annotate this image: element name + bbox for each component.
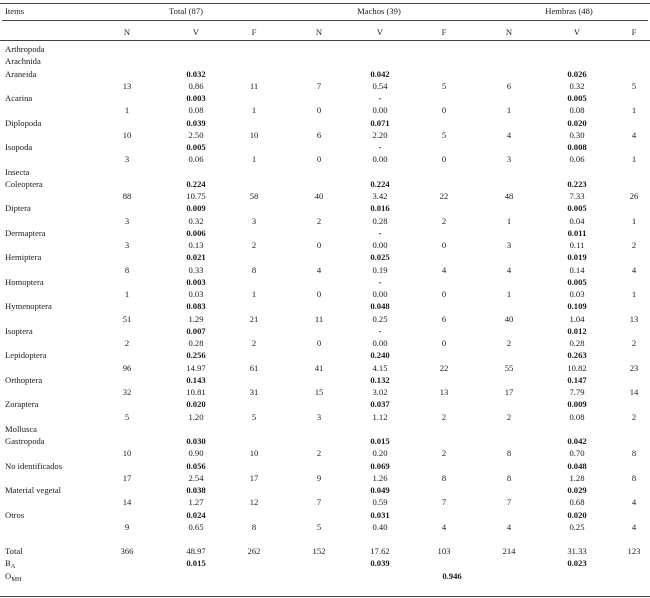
cell-V: 0.04 [569, 215, 585, 226]
cell-V: 0.08 [569, 411, 585, 422]
cell-F: 6 [441, 313, 447, 324]
cell-N: 1 [124, 105, 130, 116]
table-top-rule [0, 3, 650, 4]
group-label: Arachnida [5, 56, 41, 67]
b-value: 0.223 [567, 178, 587, 189]
cell-F: 4 [631, 264, 637, 275]
b-value: - [378, 142, 382, 152]
total-V: 17.62 [370, 546, 390, 556]
b-value: 0.025 [370, 252, 390, 263]
b-value: 0.048 [370, 301, 390, 312]
b-value: 0.016 [370, 203, 390, 214]
cell-F: 13 [629, 313, 639, 324]
table-bottom-rule [0, 596, 650, 597]
cell-V: 0.68 [569, 497, 585, 508]
b-value: 0.109 [567, 301, 587, 312]
cell-F: 2 [631, 240, 637, 250]
cell-N: 15 [314, 387, 324, 397]
subheader-F-2: F [631, 27, 637, 37]
cell-N: 3 [506, 154, 512, 165]
cell-N: 4 [506, 129, 512, 140]
cell-V: 10.75 [186, 191, 206, 201]
b-value: 0.037 [370, 399, 390, 410]
cell-F: 1 [251, 105, 257, 116]
cell-N: 4 [506, 521, 512, 532]
cell-F: 0 [441, 240, 447, 250]
total-F: 123 [627, 546, 641, 556]
cell-N: 3 [124, 154, 130, 165]
item-label: Lepidoptera [5, 350, 47, 361]
cell-V: 2.50 [188, 129, 204, 140]
b-value: - [378, 93, 382, 103]
cell-F: 61 [249, 362, 259, 373]
cell-V: 0.14 [569, 264, 585, 275]
cell-F: 3 [251, 215, 257, 226]
b-value: 0.256 [186, 350, 206, 361]
cell-V: 0.32 [188, 215, 204, 226]
cell-V: 3.42 [372, 191, 388, 201]
b-value: 0.006 [186, 227, 206, 238]
b-value: 0.042 [370, 68, 390, 79]
b-value: 0.143 [186, 374, 206, 385]
omh-label-sub: MH [11, 575, 22, 583]
cell-F: 1 [251, 154, 257, 165]
cell-N: 0 [316, 154, 322, 165]
subheader-V-2: V [573, 27, 581, 37]
cell-V: 0.59 [372, 497, 388, 508]
cell-N: 0 [316, 289, 322, 299]
b-value: 0.071 [370, 117, 390, 128]
group-header-1: Machos (39) [357, 6, 401, 16]
cell-F: 13 [439, 387, 449, 397]
cell-V: 0.06 [188, 154, 204, 165]
group-label: Insecta [5, 166, 30, 177]
cell-N: 6 [506, 80, 512, 91]
cell-N: 40 [314, 191, 324, 201]
cell-V: 0.03 [569, 289, 585, 299]
cell-V: 0.54 [372, 80, 388, 91]
cell-F: 22 [439, 362, 449, 373]
cell-V: 0.28 [372, 215, 388, 226]
cell-V: 0.00 [372, 105, 388, 116]
subheader-N-0: N [123, 27, 131, 37]
b-value: 0.019 [567, 252, 587, 263]
item-label: Hemiptera [5, 252, 42, 263]
b-value: 0.147 [567, 374, 587, 385]
cell-F: 4 [441, 264, 447, 275]
cell-V: 10.82 [567, 362, 587, 373]
cell-V: 0.86 [188, 80, 204, 91]
subheader-N-2: N [505, 27, 513, 37]
cell-V: 1.28 [569, 472, 585, 483]
subheader-V-0: V [192, 27, 200, 37]
item-label: Gastropoda [5, 436, 45, 446]
item-label: Acarina [5, 93, 33, 103]
cell-F: 2 [251, 240, 257, 250]
b-value: 0.039 [186, 117, 206, 128]
cell-N: 96 [122, 362, 132, 373]
item-label: Material vegetal [5, 485, 62, 495]
cell-N: 9 [124, 521, 130, 532]
item-label: Hymenoptera [5, 301, 52, 312]
item-label: Homoptera [5, 276, 44, 287]
cell-N: 0 [316, 338, 322, 348]
item-label: Diplopoda [5, 117, 42, 128]
cell-V: 1.26 [372, 472, 388, 483]
b-value: - [378, 276, 382, 287]
cell-N: 11 [314, 313, 324, 324]
ba-label-main: B [5, 558, 11, 569]
cell-V: 1.20 [188, 411, 204, 422]
cell-N: 2 [316, 215, 322, 226]
b-value: 0.042 [567, 436, 587, 446]
cell-V: 0.06 [569, 154, 585, 165]
cell-F: 0 [441, 289, 447, 299]
cell-F: 2 [441, 411, 447, 422]
cell-F: 2 [631, 411, 637, 422]
item-label: Isopoda [5, 142, 33, 152]
cell-N: 13 [122, 80, 132, 91]
cell-F: 21 [249, 313, 259, 324]
table-header-rule-total [2, 20, 648, 21]
cell-V: 1.12 [372, 411, 388, 422]
item-label: No identificados [5, 460, 63, 471]
cell-F: 5 [441, 129, 447, 140]
b-value: 0.030 [186, 436, 206, 446]
cell-N: 2 [316, 448, 322, 459]
ba-value: 0.039 [370, 558, 390, 569]
ba-label [5, 558, 16, 571]
cell-V: 4.15 [372, 362, 388, 373]
b-value: 0.005 [186, 142, 206, 152]
item-label: Otros [5, 509, 25, 520]
cell-F: 0 [441, 154, 447, 165]
cell-V: 0.03 [188, 289, 204, 299]
cell-F: 8 [631, 448, 637, 459]
b-value: 0.069 [370, 460, 390, 471]
b-value: 0.056 [186, 460, 206, 471]
group-header-0: Total (87) [168, 6, 204, 16]
cell-V: 0.00 [372, 338, 388, 348]
cell-V: 0.19 [372, 264, 388, 275]
b-value: 0.020 [567, 117, 587, 128]
cell-N: 7 [506, 497, 512, 508]
b-value: 0.049 [370, 485, 390, 495]
cell-F: 1 [631, 215, 637, 226]
b-value: 0.024 [186, 509, 206, 520]
b-value: 0.083 [186, 301, 206, 312]
cell-V: 0.28 [569, 338, 585, 348]
cell-N: 9 [316, 472, 322, 483]
total-V: 48.97 [186, 546, 206, 556]
b-value: 0.038 [186, 485, 206, 495]
item-label: Araneida [5, 68, 37, 79]
cell-F: 7 [441, 497, 447, 508]
cell-N: 41 [314, 362, 324, 373]
cell-V: 0.33 [188, 264, 204, 275]
cell-F: 8 [251, 521, 257, 532]
b-value: 0.015 [370, 436, 390, 446]
total-F: 262 [247, 546, 261, 556]
b-value: 0.005 [567, 203, 587, 214]
cell-N: 1 [506, 289, 512, 299]
cell-N: 7 [316, 497, 322, 508]
b-value: 0.048 [567, 460, 587, 471]
b-value: 0.021 [186, 252, 206, 263]
b-value: 0.032 [186, 68, 206, 79]
b-value: 0.012 [567, 325, 587, 336]
omh-label [5, 571, 22, 581]
cell-N: 0 [316, 105, 322, 116]
cell-N: 55 [504, 362, 514, 373]
cell-N: 17 [122, 472, 132, 483]
subheader-F-0: F [251, 27, 257, 37]
cell-F: 2 [251, 338, 257, 348]
b-value: - [378, 227, 382, 238]
total-N: 214 [502, 546, 516, 556]
cell-N: 40 [504, 313, 514, 324]
cell-F: 22 [439, 191, 449, 201]
cell-N: 5 [124, 411, 130, 422]
b-value: 0.005 [567, 93, 587, 103]
cell-V: 0.13 [188, 240, 204, 250]
cell-V: 0.20 [372, 448, 388, 459]
b-value: - [378, 325, 382, 336]
cell-V: 1.27 [188, 497, 204, 508]
cell-V: 0.32 [569, 80, 585, 91]
cell-N: 88 [122, 191, 132, 201]
cell-N: 10 [122, 448, 132, 459]
cell-F: 1 [251, 289, 257, 299]
item-label: Zoraptera [5, 399, 39, 410]
cell-F: 31 [249, 387, 259, 397]
cell-F: 8 [251, 264, 257, 275]
cell-N: 4 [506, 264, 512, 275]
subheader-N-1: N [315, 27, 323, 37]
cell-N: 5 [316, 521, 322, 532]
total-V: 31.33 [567, 546, 587, 556]
cell-F: 4 [441, 521, 447, 532]
cell-V: 2.54 [188, 472, 204, 483]
b-value: 0.029 [567, 485, 587, 495]
cell-F: 10 [249, 448, 259, 459]
subheader-V-1: V [376, 27, 384, 37]
cell-V: 0.00 [372, 289, 388, 299]
cell-N: 14 [122, 497, 132, 508]
subheader-F-1: F [441, 27, 447, 37]
cell-V: 0.08 [569, 105, 585, 116]
b-value: 0.011 [567, 227, 587, 238]
cell-N: 6 [316, 129, 322, 140]
group-header-2: Hembras (48) [545, 6, 593, 16]
cell-N: 3 [124, 240, 130, 250]
cell-N: 3 [124, 215, 130, 226]
cell-V: 0.30 [569, 129, 585, 140]
cell-F: 0 [441, 338, 447, 348]
cell-V: 0.28 [188, 338, 204, 348]
cell-V: 7.33 [569, 191, 585, 201]
cell-V: 2.20 [372, 129, 388, 140]
cell-N: 0 [316, 240, 322, 250]
b-value: 0.008 [567, 142, 587, 152]
cell-V: 14.97 [186, 362, 206, 373]
cell-N: 1 [506, 215, 512, 226]
cell-V: 0.11 [569, 240, 585, 250]
b-value: 0.007 [186, 325, 206, 336]
cell-F: 2 [441, 448, 447, 459]
total-label: Total [5, 546, 23, 556]
b-value: 0.003 [186, 93, 206, 103]
cell-F: 12 [249, 497, 259, 508]
group-label: Arthropoda [5, 44, 45, 54]
cell-N: 2 [506, 338, 512, 348]
item-label: Dermaptera [5, 227, 46, 238]
omh-value: 0.946 [442, 570, 462, 581]
cell-N: 3 [506, 240, 512, 250]
cell-F: 1 [631, 289, 637, 299]
cell-F: 1 [631, 154, 637, 165]
cell-N: 2 [506, 411, 512, 422]
cell-F: 1 [631, 105, 637, 116]
cell-V: 0.90 [188, 448, 204, 459]
cell-V: 0.00 [372, 154, 388, 165]
item-label: Isoptera [5, 325, 33, 336]
cell-F: 4 [631, 521, 637, 532]
b-value: 0.026 [567, 68, 587, 79]
cell-N: 10 [122, 129, 132, 140]
cell-F: 4 [631, 497, 637, 508]
omh-label-main: O [5, 570, 12, 581]
cell-N: 8 [506, 472, 512, 483]
items-header: Items [5, 6, 25, 16]
cell-N: 1 [506, 105, 512, 116]
total-N: 366 [120, 546, 134, 556]
b-value: 0.009 [186, 203, 206, 214]
cell-F: 0 [441, 105, 447, 116]
cell-V: 0.40 [372, 521, 388, 532]
b-value: 0.132 [370, 374, 390, 385]
cell-F: 23 [629, 362, 639, 373]
b-value: 0.005 [567, 276, 587, 287]
cell-N: 7 [316, 80, 322, 91]
cell-N: 2 [124, 338, 130, 348]
cell-N: 17 [504, 387, 514, 397]
b-value: 0.020 [186, 399, 206, 410]
cell-V: 0.25 [372, 313, 388, 324]
b-value: 0.224 [186, 178, 206, 189]
cell-F: 17 [249, 472, 259, 483]
b-value: 0.009 [567, 399, 587, 410]
cell-V: 7.79 [569, 387, 585, 397]
cell-N: 51 [122, 313, 132, 324]
cell-V: 1.29 [188, 313, 204, 324]
cell-N: 32 [122, 387, 132, 397]
cell-F: 8 [631, 472, 637, 483]
cell-V: 0.65 [188, 521, 204, 532]
cell-F: 11 [249, 80, 259, 91]
item-label: Diptera [5, 203, 31, 214]
total-N: 152 [312, 546, 326, 556]
b-value: 0.031 [370, 509, 390, 520]
cell-F: 8 [441, 472, 447, 483]
cell-N: 1 [124, 289, 130, 299]
cell-N: 3 [316, 411, 322, 422]
b-value: 0.240 [370, 350, 390, 361]
cell-V: 3.02 [372, 387, 388, 397]
cell-F: 58 [249, 191, 259, 201]
cell-V: 0.70 [569, 448, 585, 459]
cell-N: 48 [504, 191, 514, 201]
cell-N: 8 [506, 448, 512, 459]
cell-V: 0.08 [188, 105, 204, 116]
cell-F: 10 [249, 129, 259, 140]
table-header-bottom-rule [0, 40, 650, 41]
b-value: 0.224 [370, 178, 390, 189]
cell-F: 5 [251, 411, 257, 422]
cell-F: 5 [631, 80, 637, 91]
ba-value: 0.015 [186, 558, 206, 569]
cell-V: 0.00 [372, 240, 388, 250]
item-label: Orthoptera [5, 374, 43, 385]
ba-label-sub: A [10, 563, 16, 571]
cell-N: 4 [316, 264, 322, 275]
cell-N: 8 [124, 264, 130, 275]
ba-value: 0.023 [567, 558, 587, 569]
total-F: 103 [437, 546, 451, 556]
b-value: 0.020 [567, 509, 587, 520]
cell-F: 2 [631, 338, 637, 348]
cell-V: 1.04 [569, 313, 585, 324]
cell-F: 5 [441, 80, 447, 91]
group-label: Mollusca [5, 423, 37, 434]
cell-F: 2 [441, 215, 447, 226]
cell-F: 14 [629, 387, 639, 397]
cell-V: 10.81 [186, 387, 206, 397]
b-value: 0.003 [186, 276, 206, 287]
cell-V: 0.25 [569, 521, 585, 532]
b-value: 0.263 [567, 350, 587, 361]
cell-F: 4 [631, 129, 637, 140]
cell-F: 26 [629, 191, 639, 201]
item-label: Coleoptera [5, 178, 43, 189]
